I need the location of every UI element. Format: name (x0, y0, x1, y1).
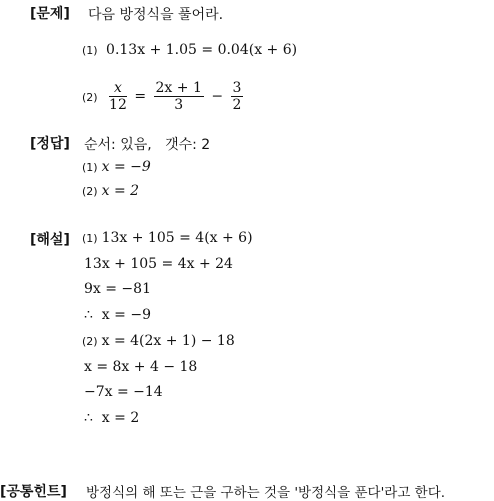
problem-item-1-number: (1) (82, 44, 98, 57)
answer-meta: 순서: 있음, 갯수: 2 (84, 137, 211, 153)
solution-line-1 (82, 230, 253, 246)
problem-label: [문제] (30, 6, 70, 22)
solution-line-7: −7x = −14 (84, 384, 163, 400)
solution-line-1-text: 13x + 105 = 4(x + 6) (101, 230, 253, 246)
answer-item-1 (82, 159, 151, 175)
fraction-denominator: 2 (232, 97, 242, 113)
solution-line-5 (82, 333, 235, 349)
answer-item-1-number: (1) (82, 161, 98, 174)
solution-line-5-number: (2) (82, 335, 98, 348)
fraction-3-over-2 (231, 80, 244, 113)
fraction-x-over-12 (109, 80, 127, 113)
fraction-denominator: 3 (174, 97, 184, 113)
problem-item-2 (82, 80, 246, 113)
problem-item-1-rhs: 0.04(x + 6) (217, 42, 298, 58)
hint-label: [공통힌트] (0, 484, 67, 500)
problem-instruction: 다음 방정식을 풀어라. (88, 7, 224, 23)
answer-item-1-value: x = −9 (101, 159, 151, 175)
fraction-numerator: 2x + 1 (155, 80, 202, 96)
answer-item-2 (82, 183, 139, 199)
solution-line-8: ∴ x = 2 (84, 410, 140, 426)
answer-label: [정답] (30, 136, 70, 152)
equals-sign: = (201, 42, 214, 58)
answer-item-2-number: (2) (82, 185, 98, 198)
problem-item-1 (82, 42, 297, 58)
minus-sign: − (211, 88, 224, 105)
solution-label: [해설] (30, 232, 70, 248)
fraction-numerator: 3 (232, 80, 242, 96)
problem-item-1-lhs: 0.13x + 1.05 (106, 42, 197, 58)
problem-item-2-number: (2) (82, 90, 98, 104)
solution-line-3: 9x = −81 (84, 281, 151, 297)
equals-sign: = (134, 88, 147, 105)
fraction-numerator: x (109, 80, 127, 97)
solution-line-4: ∴ x = −9 (84, 307, 151, 323)
solution-line-6: x = 8x + 4 − 18 (84, 359, 198, 375)
solution-line-2: 13x + 105 = 4x + 24 (84, 256, 233, 272)
hint-text: 방정식의 해 또는 근을 구하는 것을 '방정식을 푼다'라고 한다. (86, 485, 446, 501)
solution-line-5-text: x = 4(2x + 1) − 18 (101, 333, 235, 349)
answer-item-2-value: x = 2 (101, 183, 140, 199)
solution-line-1-number: (1) (82, 232, 98, 245)
fraction-2x-plus-1-over-3 (154, 80, 204, 113)
fraction-denominator: 12 (109, 97, 127, 113)
